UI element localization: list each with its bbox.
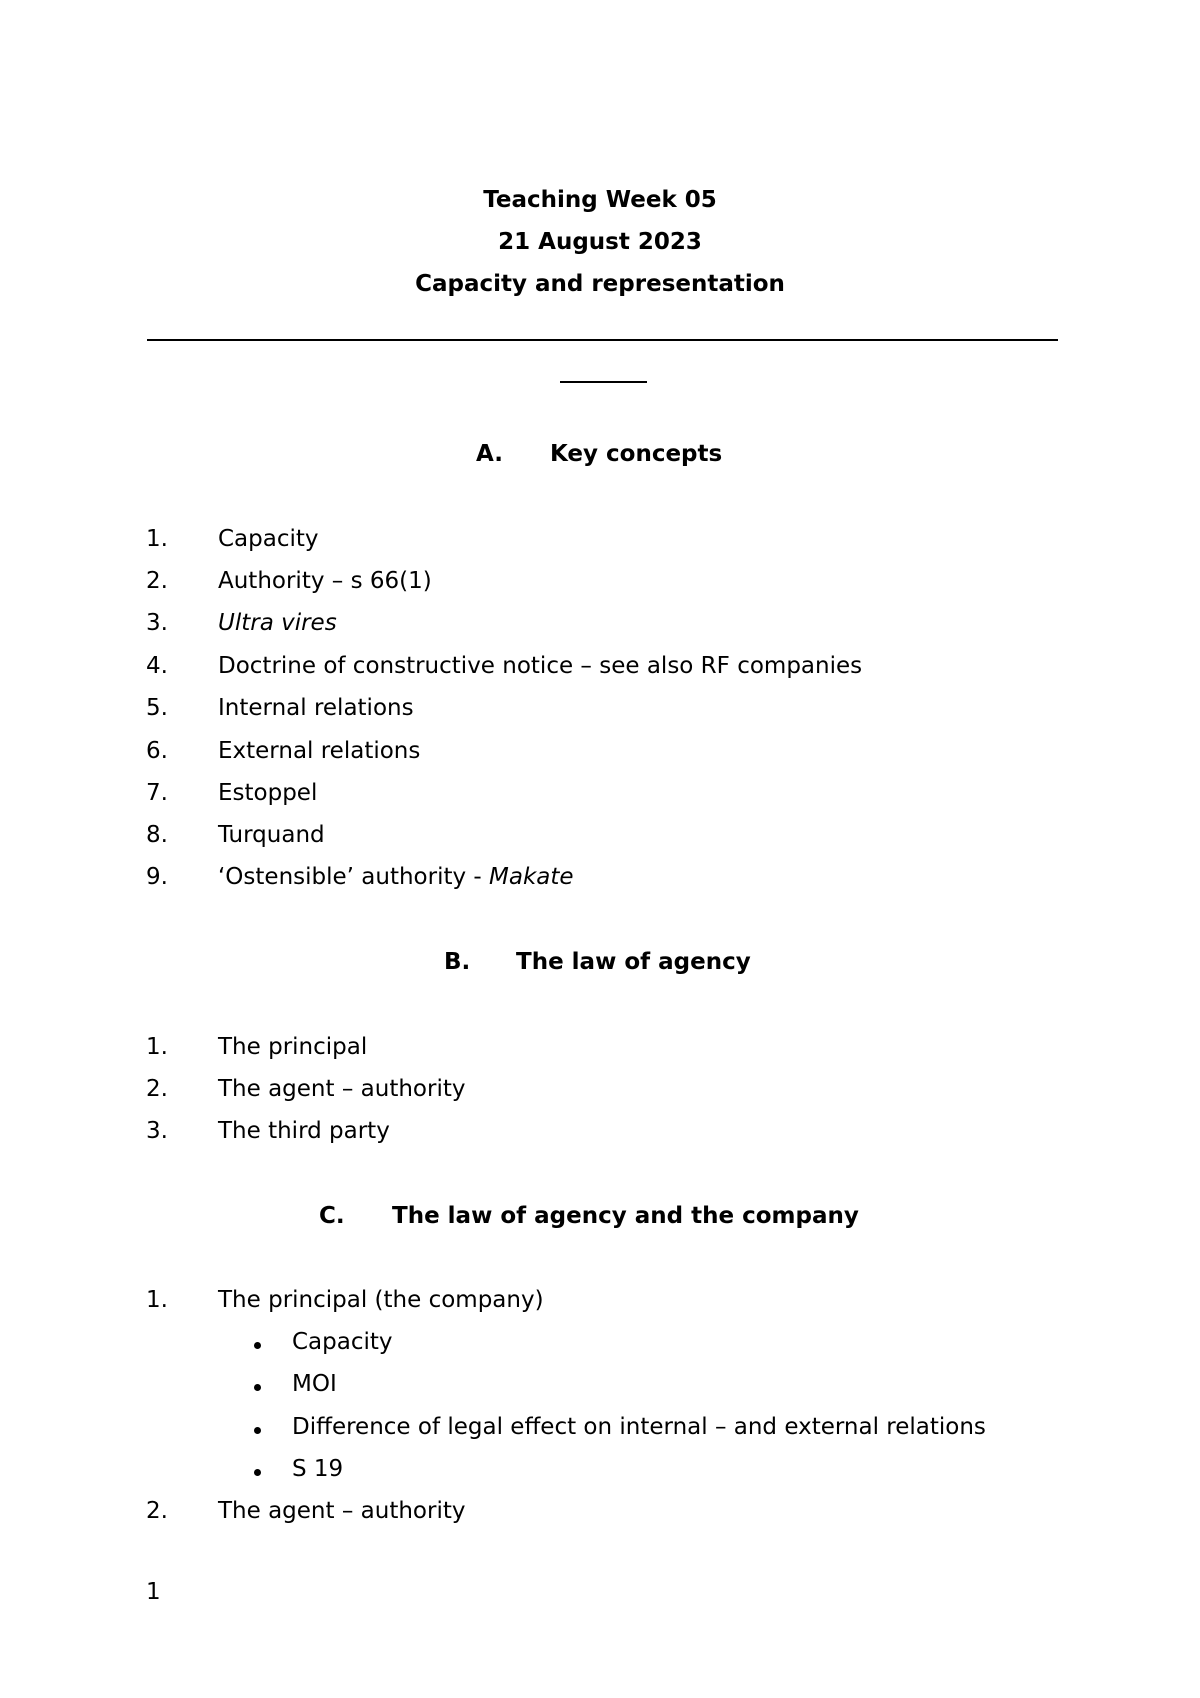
bullet-icon xyxy=(254,1469,261,1476)
list-text: The principal xyxy=(218,1034,368,1060)
list-text: Estoppel xyxy=(218,780,318,806)
list-text: Doctrine of constructive notice – see also RF companies xyxy=(218,653,863,679)
bullet-text: Capacity xyxy=(292,1329,393,1355)
list-item xyxy=(0,610,1200,640)
list-number: 6. xyxy=(146,738,168,764)
section-title: Key concepts xyxy=(550,441,723,467)
list-number: 5. xyxy=(146,695,168,721)
list-item xyxy=(0,822,1200,852)
list-number: 2. xyxy=(146,1076,168,1102)
list-text: Turquand xyxy=(218,822,325,848)
section-c-heading xyxy=(319,1203,919,1233)
list-item xyxy=(0,695,1200,725)
list-number: 4. xyxy=(146,653,168,679)
list-item xyxy=(0,1118,1200,1148)
document-date: 21 August 2023 xyxy=(498,229,702,255)
horizontal-rule xyxy=(147,339,1058,341)
list-item xyxy=(0,1076,1200,1106)
list-text: ‘Ostensible’ authority - Makate xyxy=(218,864,574,890)
section-letter: C. xyxy=(319,1203,345,1229)
bullet-item xyxy=(0,1371,1200,1401)
list-item xyxy=(0,1034,1200,1064)
list-text: External relations xyxy=(218,738,421,764)
list-text: Authority – s 66(1) xyxy=(218,568,432,594)
list-number: 9. xyxy=(146,864,168,890)
bullet-icon xyxy=(254,1384,261,1391)
list-text: The agent – authority xyxy=(218,1076,466,1102)
list-text: The third party xyxy=(218,1118,390,1144)
list-item xyxy=(0,864,1200,894)
document-title: Teaching Week 05 xyxy=(483,187,717,213)
bullet-item xyxy=(0,1414,1200,1444)
list-number: 1. xyxy=(146,526,168,552)
list-number: 3. xyxy=(146,610,168,636)
list-text: The agent – authority xyxy=(218,1498,466,1524)
section-a-heading xyxy=(476,441,776,471)
document-subtitle: Capacity and representation xyxy=(415,271,785,297)
list-item xyxy=(0,1287,1200,1317)
bullet-text: S 19 xyxy=(292,1456,344,1482)
list-number: 1. xyxy=(146,1034,168,1060)
list-item xyxy=(0,780,1200,810)
section-letter: B. xyxy=(444,949,471,975)
bullet-icon xyxy=(254,1342,261,1349)
list-item xyxy=(0,568,1200,598)
list-text: Capacity xyxy=(218,526,319,552)
section-b-heading xyxy=(444,949,784,979)
bullet-item xyxy=(0,1329,1200,1359)
list-text: The principal (the company) xyxy=(218,1287,544,1313)
short-rule xyxy=(560,381,647,383)
bullet-text: MOI xyxy=(292,1371,337,1397)
bullet-item xyxy=(0,1456,1200,1486)
section-letter: A. xyxy=(476,441,503,467)
list-item xyxy=(0,738,1200,768)
section-title: The law of agency xyxy=(516,949,751,975)
list-item xyxy=(0,653,1200,683)
list-text: Ultra vires xyxy=(218,610,337,636)
list-number: 7. xyxy=(146,780,168,806)
list-number: 2. xyxy=(146,568,168,594)
list-item xyxy=(0,526,1200,556)
list-number: 2. xyxy=(146,1498,168,1524)
bullet-text: Difference of legal effect on internal – and external relations xyxy=(292,1414,986,1440)
section-title: The law of agency and the company xyxy=(392,1203,859,1229)
list-item xyxy=(0,1498,1200,1528)
list-number: 8. xyxy=(146,822,168,848)
list-text: Internal relations xyxy=(218,695,414,721)
list-number: 3. xyxy=(146,1118,168,1144)
bullet-icon xyxy=(254,1427,261,1434)
list-number: 1. xyxy=(146,1287,168,1313)
page-number: 1 xyxy=(146,1579,161,1605)
